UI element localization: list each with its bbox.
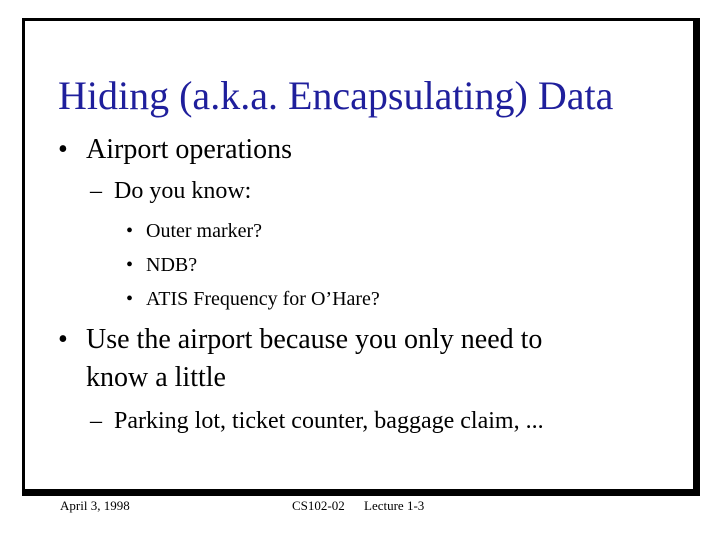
sub-bullet-parking-lot	[90, 406, 544, 436]
bullet-text-line2: know a little	[86, 362, 226, 393]
bullet-text-line1: Use the airport because you only need to	[86, 324, 543, 355]
bullet-use-the-airport	[58, 322, 542, 358]
footer-course: CS102-02	[292, 498, 345, 513]
footer-date: April 3, 1998	[60, 498, 130, 513]
sub-sub-bullet-text: Outer marker?	[146, 220, 263, 242]
sub-bullet-text: Do you know:	[114, 178, 252, 204]
bullet-marker: •	[126, 220, 134, 242]
sub-sub-bullet-ndb	[126, 252, 197, 278]
sub-sub-bullet-atis	[126, 286, 380, 312]
dash-marker: –	[90, 408, 102, 434]
bullet-marker: •	[126, 254, 134, 276]
sub-sub-bullet-outer-marker	[126, 218, 262, 244]
bullet-airport-operations	[58, 132, 292, 168]
bullet-text: Airport operations	[86, 134, 293, 165]
dash-marker: –	[90, 178, 102, 204]
sub-sub-bullet-text: NDB?	[146, 254, 198, 276]
slide-title: Hiding (a.k.a. Encapsulating) Data	[58, 73, 614, 118]
bullet-marker: •	[58, 324, 68, 355]
sub-bullet-text: Parking lot, ticket counter, baggage claim, ...	[114, 408, 544, 434]
sub-bullet-do-you-know	[90, 176, 251, 206]
bullet-marker: •	[58, 134, 68, 165]
footer-lecture: Lecture 1-3	[364, 498, 425, 513]
bullet-marker: •	[126, 288, 134, 310]
sub-sub-bullet-text: ATIS Frequency for O’Hare?	[146, 288, 380, 310]
